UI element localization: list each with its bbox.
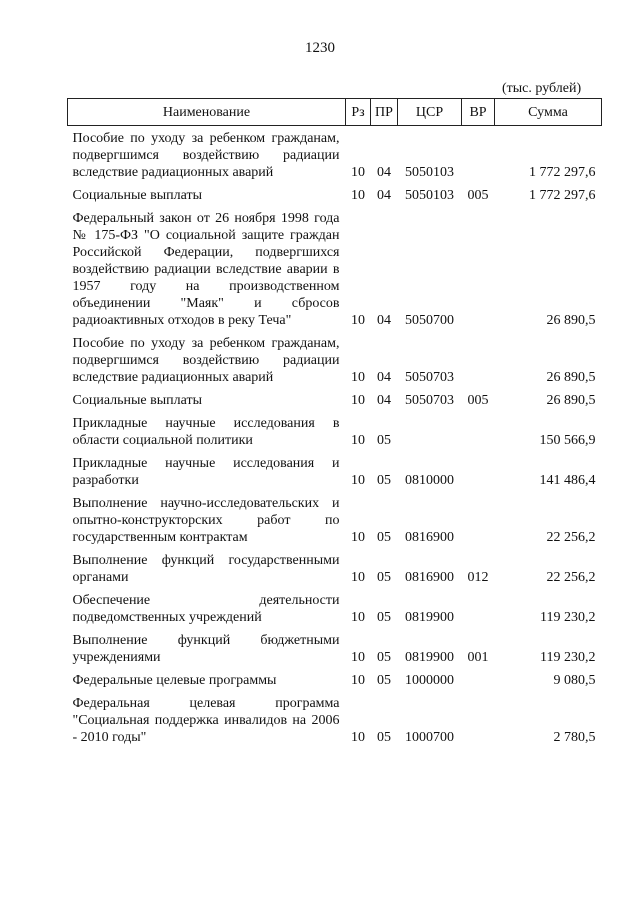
- table-body: [68, 126, 602, 749]
- row-pr: 05: [377, 570, 391, 585]
- table-row: [68, 628, 602, 668]
- row-vr: [462, 206, 495, 331]
- table-row: [68, 388, 602, 411]
- row-vr: [462, 491, 495, 548]
- table-row: [68, 126, 602, 184]
- table-row: [68, 668, 602, 691]
- row-name: Социальные выплаты: [72, 188, 203, 203]
- table-row: [68, 206, 602, 331]
- table-row: [68, 183, 602, 206]
- row-pr: 05: [377, 530, 391, 545]
- row-name: Федеральный закон от 26 ноября 1998 года № 175-ФЗ "О социальной защите граждан Российской Федерации, подвергшихся воздействию радиации вследствие аварии в 1957 году на производственном объединении "Маяк" и сбросов радиоактивных отходов в реку Теча": [72, 211, 340, 328]
- table-row: [68, 691, 602, 748]
- row-name: Пособие по уходу за ребенком гражданам, подвергшимся воздействию радиации вследствие радиационных аварий: [72, 131, 340, 180]
- table-row: [68, 331, 602, 388]
- row-sum: 150 566,9: [539, 433, 596, 448]
- row-pr: 05: [377, 473, 391, 488]
- row-rz: 10: [351, 393, 365, 408]
- table-row: [68, 588, 602, 628]
- row-sum: 2 780,5: [553, 730, 596, 745]
- table-row: [68, 411, 602, 451]
- row-sum: 26 890,5: [546, 393, 596, 408]
- row-pr: 04: [377, 370, 391, 385]
- row-rz: 10: [351, 570, 365, 585]
- header-rz: Рз: [346, 99, 371, 126]
- row-vr: 005: [467, 393, 489, 408]
- row-name: Выполнение функций бюджетными учреждениями: [72, 633, 340, 665]
- table-header: [68, 99, 602, 126]
- row-vr: [462, 588, 495, 628]
- row-rz: 10: [351, 610, 365, 625]
- row-sum: 119 230,2: [540, 650, 596, 665]
- row-name: Прикладные научные исследования и разработки: [72, 456, 340, 488]
- row-sum: 1 772 297,6: [529, 165, 596, 180]
- row-vr: [462, 451, 495, 491]
- budget-table: [67, 98, 602, 748]
- row-sum: 9 080,5: [553, 673, 596, 688]
- row-name: Обеспечение деятельности подведомственных учреждений: [72, 593, 340, 625]
- row-pr: 04: [377, 313, 391, 328]
- row-rz: 10: [351, 313, 365, 328]
- header-sum: Сумма: [495, 99, 602, 126]
- row-vr: [462, 331, 495, 388]
- row-rz: 10: [351, 473, 365, 488]
- row-name: Пособие по уходу за ребенком гражданам, подвергшимся воздействию радиации вследствие радиационных аварий: [72, 336, 340, 385]
- row-csr: 1000000: [405, 673, 454, 688]
- row-name: Социальные выплаты: [72, 393, 203, 408]
- row-name: Выполнение научно-исследовательских и опытно-конструкторских работ по государственным контрактам: [72, 496, 340, 545]
- row-pr: 05: [377, 610, 391, 625]
- row-csr: 0819900: [405, 650, 454, 665]
- row-name: Прикладные научные исследования в области социальной политики: [72, 416, 340, 448]
- row-sum: 1 772 297,6: [529, 188, 596, 203]
- row-name: Федеральная целевая программа "Социальная поддержка инвалидов на 2006 - 2010 годы": [72, 696, 340, 745]
- table-row: [68, 491, 602, 548]
- row-vr: 012: [467, 570, 489, 585]
- row-pr: 05: [377, 730, 391, 745]
- row-name: Федеральные целевые программы: [72, 673, 277, 688]
- row-vr: [462, 126, 495, 184]
- row-pr: 04: [377, 165, 391, 180]
- row-csr: 5050703: [405, 393, 454, 408]
- row-vr: [462, 691, 495, 748]
- row-csr: 0819900: [405, 610, 454, 625]
- row-pr: 04: [377, 393, 391, 408]
- row-pr: 05: [377, 650, 391, 665]
- header-csr: ЦСР: [398, 99, 462, 126]
- row-csr: 1000700: [405, 730, 454, 745]
- row-rz: 10: [351, 165, 365, 180]
- row-name: Выполнение функций государственными органами: [72, 553, 340, 585]
- row-sum: 119 230,2: [540, 610, 596, 625]
- header-vr: ВР: [462, 99, 495, 126]
- row-csr: 5050703: [405, 370, 454, 385]
- row-sum: 26 890,5: [546, 313, 596, 328]
- row-vr: [462, 668, 495, 691]
- page-number: 1230: [305, 40, 335, 56]
- header-pr: ПР: [371, 99, 398, 126]
- row-rz: 10: [351, 530, 365, 545]
- row-sum: 141 486,4: [539, 473, 596, 488]
- row-pr: 05: [377, 673, 391, 688]
- row-rz: 10: [351, 188, 365, 203]
- row-rz: 10: [351, 370, 365, 385]
- row-rz: 10: [351, 433, 365, 448]
- row-vr: [462, 411, 495, 451]
- row-csr: 0816900: [405, 530, 454, 545]
- row-csr: 0816900: [405, 570, 454, 585]
- header-name: Наименование: [68, 99, 346, 126]
- row-sum: 22 256,2: [546, 530, 596, 545]
- row-csr: 5050103: [405, 188, 454, 203]
- row-pr: 04: [377, 188, 391, 203]
- row-csr: 5050103: [405, 165, 454, 180]
- table-row: [68, 451, 602, 491]
- units-label: (тыс. рублей): [502, 81, 582, 96]
- row-rz: 10: [351, 650, 365, 665]
- row-csr: [398, 411, 462, 451]
- row-pr: 05: [377, 433, 391, 448]
- row-csr: 0810000: [405, 473, 454, 488]
- row-sum: 22 256,2: [546, 570, 596, 585]
- row-sum: 26 890,5: [546, 370, 596, 385]
- row-rz: 10: [351, 673, 365, 688]
- table-row: [68, 548, 602, 588]
- row-vr: 005: [467, 188, 489, 203]
- row-vr: 001: [467, 650, 489, 665]
- row-rz: 10: [351, 730, 365, 745]
- row-csr: 5050700: [405, 313, 454, 328]
